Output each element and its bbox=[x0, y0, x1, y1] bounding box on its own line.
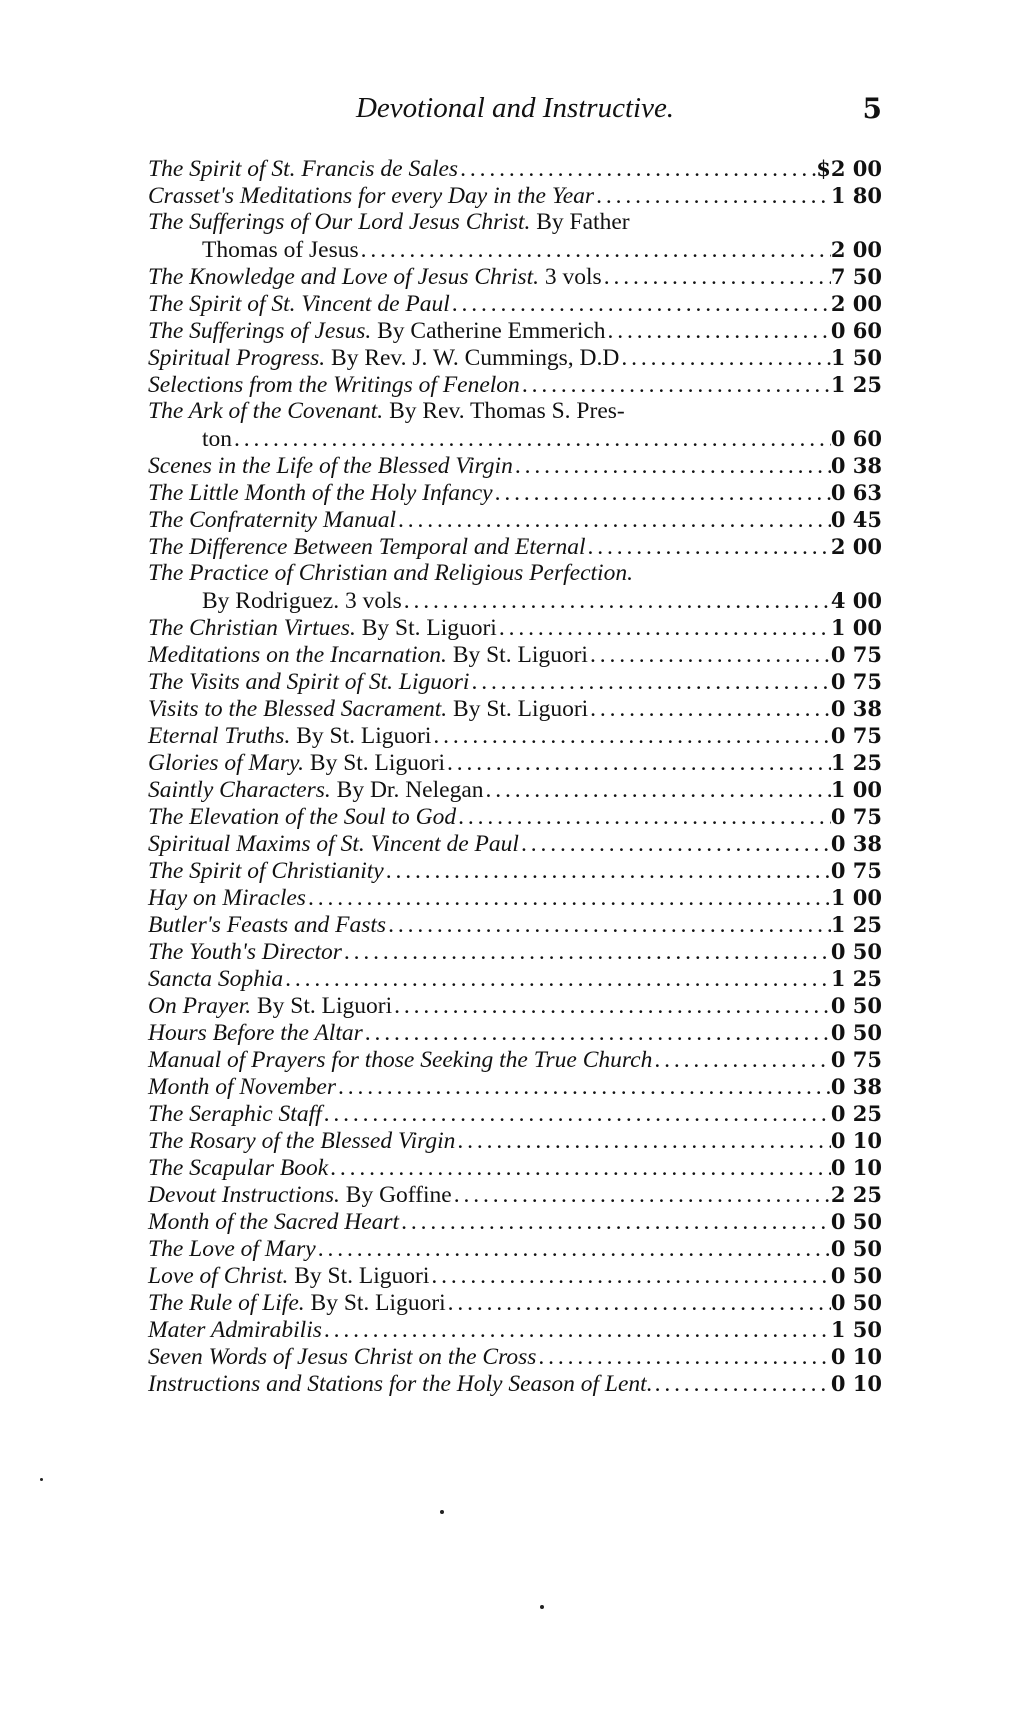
book-entry-line bbox=[148, 1370, 882, 1397]
book-title-text bbox=[148, 885, 306, 912]
book-entry-line bbox=[148, 695, 882, 722]
book-entry bbox=[148, 857, 882, 884]
book-entry bbox=[148, 911, 882, 938]
book-title: Selections from the Writings of Fenelon bbox=[148, 372, 520, 398]
book-continuation-text: By Rodriguez. 3 vols bbox=[202, 588, 402, 614]
book-title-text bbox=[148, 696, 588, 723]
book-entry-line bbox=[148, 776, 882, 803]
dot-leader bbox=[431, 723, 830, 750]
book-entry bbox=[148, 965, 882, 992]
book-title-text bbox=[148, 1209, 399, 1236]
book-author: By St. Liguori bbox=[251, 993, 393, 1019]
dot-leader bbox=[452, 1182, 831, 1209]
book-price: 1 25 bbox=[830, 966, 882, 991]
book-entry bbox=[148, 884, 882, 911]
book-title-text bbox=[148, 372, 520, 399]
book-title-text bbox=[148, 1317, 322, 1344]
book-entry bbox=[148, 317, 882, 344]
book-author: By Father bbox=[530, 209, 630, 235]
dot-leader bbox=[602, 264, 831, 291]
book-price: 1 25 bbox=[830, 912, 882, 937]
book-entry-line bbox=[148, 1127, 882, 1154]
book-entry bbox=[148, 155, 882, 182]
book-price: 0 50 bbox=[830, 939, 882, 964]
dot-leader bbox=[384, 858, 831, 885]
book-title-text bbox=[148, 480, 493, 507]
dot-leader bbox=[653, 1371, 831, 1398]
book-entry bbox=[148, 614, 882, 641]
dot-leader bbox=[306, 885, 831, 912]
book-price: 0 45 bbox=[830, 507, 882, 532]
book-entry bbox=[148, 1046, 882, 1073]
book-author: By Dr. Nelegan bbox=[330, 777, 484, 803]
book-title: The Practice of Christian and Religious Perfection. bbox=[148, 560, 633, 586]
book-entry-line bbox=[148, 911, 882, 938]
book-entry bbox=[148, 1289, 882, 1316]
book-continuation-text: ton bbox=[202, 426, 233, 452]
book-entry bbox=[148, 1343, 882, 1370]
book-author: By St. Liguori bbox=[290, 723, 432, 749]
dot-leader bbox=[588, 696, 831, 723]
book-entry bbox=[148, 1181, 882, 1208]
book-title-text bbox=[148, 398, 625, 425]
book-entry-line bbox=[148, 1208, 882, 1235]
book-entry-line bbox=[148, 1100, 882, 1127]
book-title: The Spirit of St. Francis de Sales bbox=[148, 156, 459, 182]
book-price: 0 75 bbox=[830, 723, 882, 748]
book-price: 0 75 bbox=[830, 1047, 882, 1072]
dot-leader bbox=[594, 183, 831, 210]
book-title: Month of the Sacred Heart bbox=[148, 1209, 400, 1235]
dot-leader bbox=[519, 831, 831, 858]
book-entry-line bbox=[148, 1343, 882, 1370]
book-entry bbox=[148, 560, 882, 614]
dot-leader bbox=[469, 669, 830, 696]
book-price: 0 75 bbox=[830, 804, 882, 829]
book-price: 2 00 bbox=[830, 291, 882, 316]
book-entry-line bbox=[148, 317, 882, 344]
book-author: By Rev. J. W. Cummings, D.D bbox=[325, 345, 620, 371]
book-price: 0 75 bbox=[830, 669, 882, 694]
book-title: Love of Christ. bbox=[148, 1263, 289, 1289]
book-price: 0 50 bbox=[830, 1236, 882, 1261]
book-title: Seven Words of Jesus Christ on the Cross bbox=[148, 1344, 537, 1370]
book-entry-line bbox=[148, 884, 882, 911]
book-entry bbox=[148, 263, 882, 290]
book-entry-line bbox=[148, 749, 882, 776]
book-price: 1 80 bbox=[830, 183, 882, 208]
print-speck bbox=[40, 1478, 43, 1481]
book-title: Glories of Mary. bbox=[148, 750, 305, 776]
book-price: 2 00 bbox=[830, 237, 882, 262]
book-continuation-text: Thomas of Jesus bbox=[202, 237, 359, 263]
dot-leader bbox=[342, 939, 831, 966]
book-author: By St. Liguori bbox=[446, 642, 588, 668]
dot-leader bbox=[396, 507, 831, 534]
book-author: By St. Liguori bbox=[355, 615, 497, 641]
book-title-text bbox=[148, 939, 342, 966]
book-entry-line bbox=[148, 857, 882, 884]
book-title-text bbox=[148, 1182, 452, 1209]
dot-leader bbox=[513, 453, 831, 480]
book-title-text bbox=[148, 669, 469, 696]
book-price: 0 50 bbox=[830, 1209, 882, 1234]
book-entry-line bbox=[148, 263, 882, 290]
book-title: Visits to the Blessed Sacrament. bbox=[148, 696, 448, 722]
book-entry-line bbox=[148, 1235, 882, 1262]
book-title: Meditations on the Incarnation. bbox=[148, 642, 447, 668]
book-price: 0 60 bbox=[830, 318, 882, 343]
dot-leader bbox=[652, 1047, 831, 1074]
book-title-text bbox=[148, 291, 450, 318]
book-price: 0 50 bbox=[830, 1290, 882, 1315]
book-entry bbox=[148, 1154, 882, 1181]
book-title: Hay on Miracles bbox=[148, 885, 306, 911]
book-entry-line bbox=[148, 1262, 882, 1289]
book-entry-line bbox=[148, 182, 882, 209]
book-entry bbox=[148, 479, 882, 506]
page-title: Devotional and Instructive. bbox=[355, 92, 675, 124]
book-title: The Little Month of the Holy Infancy bbox=[148, 480, 493, 506]
book-price: 2 00 bbox=[830, 534, 882, 559]
book-title: Manual of Prayers for those Seeking the True Church bbox=[148, 1047, 653, 1073]
book-entry bbox=[148, 1235, 882, 1262]
book-entry-continuation bbox=[148, 587, 882, 614]
dot-leader bbox=[606, 318, 831, 345]
book-entry bbox=[148, 1316, 882, 1343]
book-title: Saintly Characters. bbox=[148, 777, 331, 803]
book-title: The Knowledge and Love of Jesus Christ. bbox=[148, 264, 539, 290]
dot-leader bbox=[232, 426, 831, 453]
book-price: 1 00 bbox=[830, 777, 882, 802]
book-entry bbox=[148, 452, 882, 479]
book-title-text bbox=[148, 560, 633, 587]
book-title-text bbox=[148, 750, 445, 777]
book-price: 0 10 bbox=[830, 1128, 882, 1153]
page-header bbox=[148, 92, 882, 138]
dot-leader bbox=[458, 156, 816, 183]
book-title-text bbox=[148, 642, 588, 669]
book-entry-line bbox=[148, 965, 882, 992]
book-title-text bbox=[148, 1074, 336, 1101]
book-entry bbox=[148, 398, 882, 452]
book-entry-continuation bbox=[148, 236, 882, 263]
book-title-text bbox=[148, 264, 602, 291]
book-entry-line bbox=[148, 506, 882, 533]
book-title: Crasset's Meditations for every Day in the Year bbox=[148, 183, 595, 209]
book-title-text bbox=[148, 318, 606, 345]
book-entry-continuation bbox=[148, 425, 882, 452]
book-entry bbox=[148, 803, 882, 830]
book-entry bbox=[148, 830, 882, 857]
book-title: Butler's Feasts and Fasts bbox=[148, 912, 387, 938]
book-price: 1 25 bbox=[830, 372, 882, 397]
dot-leader bbox=[520, 372, 831, 399]
book-title-text bbox=[148, 966, 283, 993]
book-title: The Ark of the Covenant. bbox=[148, 398, 384, 424]
book-author: 3 vols bbox=[539, 264, 602, 290]
book-price: 0 50 bbox=[830, 1020, 882, 1045]
book-title-text bbox=[148, 804, 456, 831]
dot-leader bbox=[619, 345, 830, 372]
book-title-text bbox=[148, 1020, 363, 1047]
dot-leader bbox=[359, 237, 831, 264]
book-entry bbox=[148, 938, 882, 965]
book-entry-line bbox=[148, 371, 882, 398]
book-entry-line bbox=[148, 1316, 882, 1343]
book-entry-line bbox=[148, 290, 882, 317]
book-price: 0 10 bbox=[830, 1371, 882, 1396]
book-price: 1 50 bbox=[830, 345, 882, 370]
book-title-text bbox=[148, 723, 431, 750]
dot-leader bbox=[429, 1263, 830, 1290]
dot-leader bbox=[399, 1209, 831, 1236]
book-price: 1 00 bbox=[830, 885, 882, 910]
book-entry-line bbox=[148, 1046, 882, 1073]
book-title-text bbox=[148, 615, 497, 642]
book-entry-line bbox=[148, 1019, 882, 1046]
book-title: Devout Instructions. bbox=[148, 1182, 340, 1208]
dot-leader bbox=[484, 777, 831, 804]
book-title: On Prayer. bbox=[148, 993, 252, 1019]
book-entry-line bbox=[148, 641, 882, 668]
dot-leader bbox=[497, 615, 831, 642]
book-price: 0 50 bbox=[830, 993, 882, 1018]
book-title: The Seraphic Staff bbox=[148, 1101, 322, 1127]
print-speck bbox=[540, 1605, 544, 1609]
book-price: 0 38 bbox=[830, 831, 882, 856]
book-price: 7 50 bbox=[830, 264, 882, 289]
book-title-text bbox=[148, 156, 458, 183]
book-price: 0 50 bbox=[830, 1263, 882, 1288]
dot-leader bbox=[336, 1074, 831, 1101]
book-title: The Youth's Director bbox=[148, 939, 342, 965]
book-title-text bbox=[148, 1344, 536, 1371]
dot-leader bbox=[536, 1344, 830, 1371]
book-author: By St. Liguori bbox=[447, 696, 589, 722]
book-price: 1 00 bbox=[830, 615, 882, 640]
book-entry bbox=[148, 1100, 882, 1127]
dot-leader bbox=[316, 1236, 831, 1263]
book-entry-line bbox=[148, 938, 882, 965]
book-title-text bbox=[148, 831, 519, 858]
book-title-text bbox=[148, 1290, 446, 1317]
book-title-text bbox=[148, 777, 484, 804]
book-price: $2 00 bbox=[816, 156, 882, 181]
book-entry bbox=[148, 290, 882, 317]
book-entry bbox=[148, 209, 882, 263]
book-title-text bbox=[148, 993, 392, 1020]
book-entry bbox=[148, 1073, 882, 1100]
book-entry-line bbox=[148, 803, 882, 830]
book-title: Month of November bbox=[148, 1074, 336, 1100]
book-entry-line bbox=[148, 560, 882, 587]
book-author: By Catherine Emmerich bbox=[371, 318, 606, 344]
book-list bbox=[148, 155, 882, 1397]
book-price: 0 10 bbox=[830, 1155, 882, 1180]
book-entry-line bbox=[148, 1181, 882, 1208]
book-price: 2 25 bbox=[830, 1182, 882, 1207]
book-title-text bbox=[148, 1155, 328, 1182]
book-entry bbox=[148, 371, 882, 398]
dot-leader bbox=[392, 993, 831, 1020]
book-price: 1 50 bbox=[830, 1317, 882, 1342]
book-price: 0 63 bbox=[830, 480, 882, 505]
book-price: 1 25 bbox=[830, 750, 882, 775]
book-entry-line bbox=[148, 533, 882, 560]
dot-leader bbox=[363, 1020, 831, 1047]
book-price: 4 00 bbox=[830, 588, 882, 613]
book-entry bbox=[148, 1262, 882, 1289]
book-author: By St. Liguori bbox=[288, 1263, 430, 1289]
book-title-text bbox=[148, 858, 384, 885]
book-title: The Rule of Life. bbox=[148, 1290, 305, 1316]
book-title-text bbox=[148, 534, 586, 561]
book-entry bbox=[148, 182, 882, 209]
book-entry bbox=[148, 1127, 882, 1154]
dot-leader bbox=[446, 1290, 831, 1317]
book-entry bbox=[148, 1208, 882, 1235]
book-title-text bbox=[148, 183, 594, 210]
book-entry bbox=[148, 776, 882, 803]
book-entry-line bbox=[148, 209, 882, 236]
book-price: 0 25 bbox=[830, 1101, 882, 1126]
dot-leader bbox=[402, 588, 831, 615]
book-title: Sancta Sophia bbox=[148, 966, 284, 992]
book-author: By Goffine bbox=[339, 1182, 452, 1208]
book-title-text bbox=[148, 1101, 322, 1128]
book-entry bbox=[148, 1019, 882, 1046]
book-entry-line bbox=[148, 614, 882, 641]
dot-leader bbox=[588, 642, 831, 669]
book-entry bbox=[148, 533, 882, 560]
book-price: 0 75 bbox=[830, 642, 882, 667]
dot-leader bbox=[386, 912, 831, 939]
book-title: The Rosary of the Blessed Virgin bbox=[148, 1128, 456, 1154]
book-title: The Love of Mary bbox=[148, 1236, 316, 1262]
dot-leader bbox=[328, 1155, 831, 1182]
book-entry-line bbox=[148, 344, 882, 371]
book-title: Instructions and Stations for the Holy Season of Lent. bbox=[148, 1371, 653, 1397]
book-author: By St. Liguori bbox=[304, 750, 446, 776]
dot-leader bbox=[586, 534, 831, 561]
book-title: Scenes in the Life of the Blessed Virgin bbox=[148, 453, 513, 479]
print-speck bbox=[440, 1510, 444, 1514]
dot-leader bbox=[493, 480, 831, 507]
book-title-text bbox=[148, 345, 619, 372]
book-entry-line bbox=[148, 479, 882, 506]
book-title: The Christian Virtues. bbox=[148, 615, 356, 641]
book-price: 0 38 bbox=[830, 696, 882, 721]
dot-leader bbox=[283, 966, 831, 993]
dot-leader bbox=[445, 750, 831, 777]
book-title: Hours Before the Altar bbox=[148, 1020, 363, 1046]
book-price: 0 38 bbox=[830, 1074, 882, 1099]
book-entry bbox=[148, 749, 882, 776]
book-entry bbox=[148, 506, 882, 533]
page-number: 5 bbox=[862, 92, 882, 125]
book-title-text bbox=[148, 1236, 316, 1263]
book-entry-line bbox=[148, 1154, 882, 1181]
book-title: The Spirit of St. Vincent de Paul bbox=[148, 291, 450, 317]
book-title: Mater Admirabilis bbox=[148, 1317, 322, 1343]
dot-leader bbox=[455, 1128, 830, 1155]
book-title: The Difference Between Temporal and Eternal bbox=[148, 534, 586, 560]
book-entry bbox=[148, 1370, 882, 1397]
book-entry bbox=[148, 722, 882, 749]
book-title-text bbox=[148, 209, 630, 236]
book-title: The Elevation of the Soul to God bbox=[148, 804, 457, 830]
book-title: Spiritual Maxims of St. Vincent de Paul bbox=[148, 831, 519, 857]
book-title-text bbox=[148, 912, 386, 939]
book-entry-line bbox=[148, 452, 882, 479]
book-entry bbox=[148, 344, 882, 371]
book-price: 0 10 bbox=[830, 1344, 882, 1369]
book-entry-line bbox=[148, 398, 882, 425]
book-title: The Visits and Spirit of St. Liguori bbox=[148, 669, 470, 695]
book-price: 0 38 bbox=[830, 453, 882, 478]
book-entry-line bbox=[148, 830, 882, 857]
book-author: By Rev. Thomas S. Pres- bbox=[383, 398, 625, 424]
book-entry-line bbox=[148, 1289, 882, 1316]
book-entry-line bbox=[148, 668, 882, 695]
book-title-text bbox=[148, 507, 396, 534]
book-entry-line bbox=[148, 1073, 882, 1100]
dot-leader bbox=[450, 291, 831, 318]
dot-leader bbox=[322, 1101, 831, 1128]
book-title-text bbox=[148, 1263, 429, 1290]
book-author: By St. Liguori bbox=[304, 1290, 446, 1316]
book-title: The Scapular Book bbox=[148, 1155, 329, 1181]
book-entry-line bbox=[148, 992, 882, 1019]
book-entry-line bbox=[148, 155, 882, 182]
book-price: 0 60 bbox=[830, 426, 882, 451]
dot-leader bbox=[456, 804, 831, 831]
dot-leader bbox=[322, 1317, 831, 1344]
book-price: 0 75 bbox=[830, 858, 882, 883]
book-entry bbox=[148, 992, 882, 1019]
book-title: Spiritual Progress. bbox=[148, 345, 326, 371]
book-title-text bbox=[148, 1047, 652, 1074]
book-title: The Sufferings of Our Lord Jesus Christ. bbox=[148, 209, 531, 235]
book-title: The Spirit of Christianity bbox=[148, 858, 384, 884]
book-entry-line bbox=[148, 722, 882, 749]
book-entry bbox=[148, 668, 882, 695]
book-entry bbox=[148, 695, 882, 722]
book-entry bbox=[148, 641, 882, 668]
book-title: The Sufferings of Jesus. bbox=[148, 318, 372, 344]
book-title-text bbox=[148, 1128, 455, 1155]
book-title-text bbox=[148, 1371, 653, 1398]
book-title-text bbox=[148, 453, 513, 480]
book-title: Eternal Truths. bbox=[148, 723, 291, 749]
book-title: The Confraternity Manual bbox=[148, 507, 397, 533]
